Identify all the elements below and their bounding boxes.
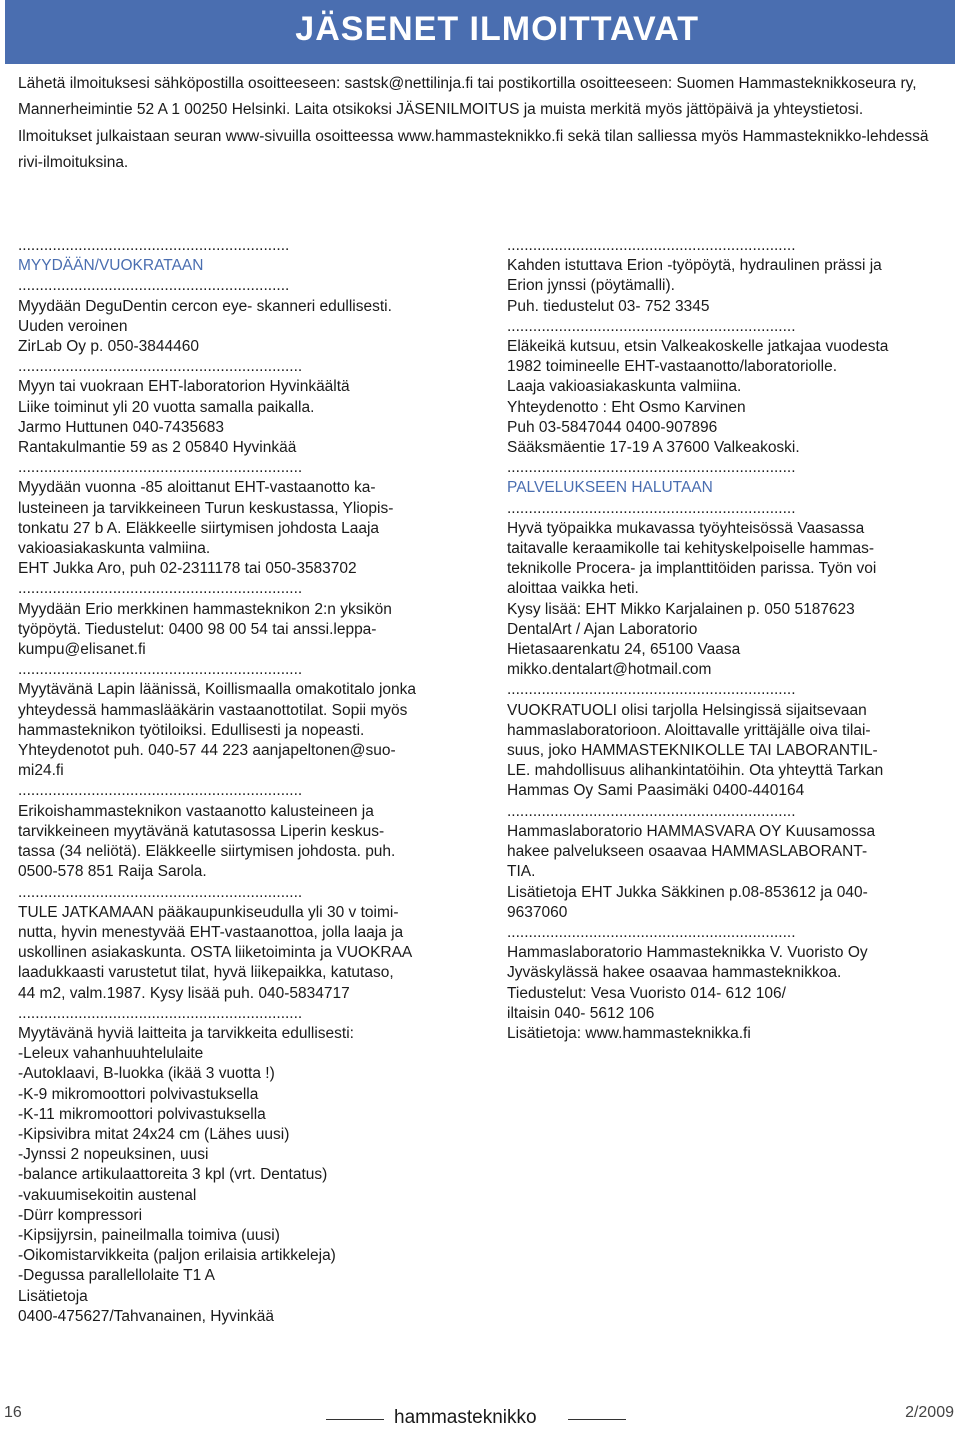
ad-text-line: TULE JATKAMAAN pääkaupunkiseudulla yli 30 v toimi-	[18, 903, 399, 921]
ad-text-line: Yhteydenotto : Eht Osmo Karvinen	[507, 398, 746, 416]
ad-text-line: EHT Jukka Aro, puh 02-2311178 tai 050-3583702	[18, 560, 357, 578]
ad-text-line: -Kipsijyrsin, paineilmalla toimiva (uusi)	[18, 1226, 280, 1244]
right-column	[507, 236, 947, 1044]
ad-text-line: 0400-475627/Tahvanainen, Hyvinkää	[18, 1307, 274, 1325]
ad-text-line: Erikoishammasteknikon vastaanotto kalusteineen ja	[18, 802, 374, 820]
intro-text	[18, 71, 944, 176]
ad-text-line: Jyväskylässä hakee osaavaa hammasteknikkoa.	[507, 964, 842, 982]
ad-text-line: Laaja vakioasiakaskunta valmiina.	[507, 378, 742, 396]
ad-text-line: Tiedustelut: Vesa Vuoristo 014- 612 106/	[507, 984, 786, 1002]
ad-text-line: taitavalle keraamikolle tai kehityskelpoiselle hammas-	[507, 540, 874, 558]
footer-rule-right	[568, 1419, 626, 1420]
ad-text-line: vakioasiakaskunta valmiina.	[18, 540, 211, 558]
intro-paragraph-publish: Ilmoitukset julkaistaan seuran www-sivuilla osoitteessa www.hammasteknikko.fi sekä tilan salliessa myös Hammasteknikko-lehdessä rivi-ilmoituksina.	[18, 128, 929, 171]
ad-text-line: nutta, hyvin menestyvää EHT-vastaanottoa, jolla laaja ja	[18, 923, 404, 941]
ad-text-line: -Leleux vahanhuuhtelulaite	[18, 1045, 204, 1063]
ad-text-line: suus, joko HAMMASTEKNIKOLLE TAI LABORANTIL-	[507, 742, 878, 760]
ad-text-line: -Dürr kompressori	[18, 1206, 143, 1224]
ad-text-line: 0500-578 851 Raija Sarola.	[18, 863, 207, 881]
separator-dots: ..................................................................	[18, 661, 303, 679]
footer-rule-left	[326, 1419, 384, 1420]
ad-text-line: uskollinen asiakaskunta. OSTA liiketoiminta ja VUOKRAA	[18, 944, 413, 962]
ad-text-line: Hammaslaboratorio Hammasteknikka V. Vuoristo Oy	[507, 944, 868, 962]
ad-text-line: tassa (34 neliötä). Eläkkeelle siirtymisen johdosta. puh.	[18, 843, 396, 861]
ad-text-line: aloittaa vaikka heti.	[507, 580, 639, 598]
separator-dots: ..................................................................	[18, 1004, 303, 1022]
ad-text-line: Myydään vuonna -85 aloittanut EHT-vastaanotto ka-	[18, 479, 376, 497]
ad-text-line: ZirLab Oy p. 050-3844460	[18, 338, 199, 356]
ad-text-line: -K-9 mikromoottori polvivastuksella	[18, 1085, 259, 1103]
ad-text-line: Myydään Erio merkkinen hammasteknikon 2:n yksikön	[18, 600, 392, 618]
ad-text-line: DentalArt / Ajan Laboratorio	[507, 620, 698, 638]
separator-dots: ...................................................................	[507, 802, 796, 820]
ad-text-line: iltaisin 040- 5612 106	[507, 1004, 655, 1022]
page-title: JÄSENET ILMOITTAVAT	[295, 10, 699, 48]
ad-text-line: tonkatu 27 b A. Eläkkeelle siirtymisen johdosta Laaja	[18, 519, 380, 537]
ad-text-line: lusteineen ja tarvikkeineen Turun keskustassa, Yliopis-	[18, 499, 394, 517]
footer-brand: hammasteknikko	[394, 1407, 537, 1428]
ad-text-line: Hietasaarenkatu 24, 65100 Vaasa	[507, 641, 741, 659]
ad-text-line: -Kipsivibra mitat 24x24 cm (Lähes uusi)	[18, 1125, 290, 1143]
ad-text-line: -Oikomistarvikkeita (paljon erilaisia artikkeleja)	[18, 1247, 336, 1265]
ad-text-line: Hammaslaboratorio HAMMASVARA OY Kuusamossa	[507, 822, 876, 840]
ad-text-line: Erion jynssi (pöytämalli).	[507, 277, 675, 295]
ad-text-line: työpöytä. Tiedustelut: 0400 98 00 54 tai anssi.leppa-	[18, 620, 377, 638]
ad-text-line: -K-11 mikromoottori polvivastuksella	[18, 1105, 266, 1123]
ad-text-line: Puh 03-5847044 0400-907896	[507, 418, 718, 436]
ad-text-line: Uuden veroinen	[18, 317, 128, 335]
ad-text-line: Hyvä työpaikka mukavassa työyhteisössä Vaasassa	[507, 519, 865, 537]
ad-text-line: 1982 toimineelle EHT-vastaanotto/laboratoriolle.	[507, 358, 837, 376]
separator-dots: ...................................................................	[507, 499, 796, 517]
separator-dots: ..................................................................	[18, 580, 303, 598]
ad-text-line: Sääksmäentie 17-19 A 37600 Valkeakoski.	[507, 439, 800, 457]
ad-text-line: hammasteknikon työtiloiksi. Edullisesti ja nopeasti.	[18, 721, 365, 739]
ad-text-line: mikko.dentalart@hotmail.com	[507, 661, 712, 679]
ad-text-line: Myydään DeguDentin cercon eye- skanneri edullisesti.	[18, 297, 392, 315]
separator-dots: ..................................................................	[18, 358, 303, 376]
ad-text-line: yhteydessä hammaslääkärin vastaanottotilat. Sopii myös	[18, 701, 408, 719]
section-heading: PALVELUKSEEN HALUTAAN	[507, 479, 713, 497]
ad-text-line: -Degussa parallellolaite T1 A	[18, 1267, 216, 1285]
separator-dots: ...............................................................	[18, 277, 290, 295]
separator-dots: ...................................................................	[507, 237, 796, 254]
separator-dots: ...............................................................	[18, 237, 290, 254]
ad-text-line: tarvikkeineen myytävänä katutasossa Liperin keskus-	[18, 822, 385, 840]
separator-dots: ..................................................................	[18, 459, 303, 477]
ad-text-line: Myytävänä Lapin läänissä, Koillismaalla omakotitalo jonka	[18, 681, 417, 699]
ad-text-line: Puh. tiedustelut 03- 752 3345	[507, 297, 710, 315]
ad-text-line: Liike toiminut yli 20 vuotta samalla paikalla.	[18, 398, 315, 416]
page-number: 16	[4, 1404, 22, 1421]
ad-text-line: Rantakulmantie 59 as 2 05840 Hyvinkää	[18, 439, 297, 457]
ad-text-line: TIA.	[507, 863, 536, 881]
ad-text-line: LE. mahdollisuus alihankintatöihin. Ota yhteyttä Tarkan	[507, 762, 884, 780]
separator-dots: ...................................................................	[507, 459, 796, 477]
separator-dots: ..................................................................	[18, 883, 303, 901]
ad-text-line: Hammas Oy Sami Paasimäki 0400-440164	[507, 782, 805, 800]
ad-text-line: -Autoklaavi, B-luokka (ikää 3 vuotta !)	[18, 1065, 275, 1083]
ad-text-line: -balance artikulaattoreita 3 kpl (vrt. Dentatus)	[18, 1166, 328, 1184]
ad-text-line: Eläkeikä kutsuu, etsin Valkeakoskelle jatkajaa vuodesta	[507, 338, 889, 356]
ad-text-line: Kahden istuttava Erion -työpöytä, hydraulinen prässi ja	[507, 257, 882, 275]
ad-text-line: laadukkaasti varustetut tilat, hyvä liikepaikka, katutaso,	[18, 964, 394, 982]
ad-text-line: hakee palvelukseen osaavaa HAMMASLABORANT-	[507, 843, 868, 861]
ad-text-line: teknikolle Procera- ja implanttitöiden parissa. Työn voi	[507, 560, 877, 578]
separator-dots: ...................................................................	[507, 681, 796, 699]
ad-text-line: Jarmo Huttunen 040-7435683	[18, 418, 224, 436]
ad-text-line: hammaslaboratorioon. Aloittavalle yrittäjälle oiva tilai-	[507, 721, 871, 739]
ad-text-line: Myytävänä hyviä laitteita ja tarvikkeita edullisesti:	[18, 1024, 354, 1042]
ad-text-line: -vakuumisekoitin austenal	[18, 1186, 197, 1204]
ad-text-line: Kysy lisää: EHT Mikko Karjalainen p. 050 5187623	[507, 600, 855, 618]
ad-text-line: 44 m2, valm.1987. Kysy lisää puh. 040-5834717	[18, 984, 350, 1002]
header-bar	[5, 0, 955, 64]
section-heading: MYYDÄÄN/VUOKRATAAN	[18, 257, 204, 275]
ad-text-line: mi24.fi	[18, 762, 64, 780]
ad-text-line: -Jynssi 2 nopeuksinen, uusi	[18, 1146, 209, 1164]
ad-text-line: VUOKRATUOLI olisi tarjolla Helsingissä sijaitsevaan	[507, 701, 867, 719]
ad-text-line: kumpu@elisanet.fi	[18, 641, 146, 659]
footer	[0, 1396, 960, 1429]
ad-text-line: Yhteydenotot puh. 040-57 44 223 aanjapeltonen@suo-	[18, 742, 396, 760]
ad-text-line: 9637060	[507, 903, 568, 921]
separator-dots: ...................................................................	[507, 923, 796, 941]
ad-text-line: Lisätietoja: www.hammasteknikka.fi	[507, 1024, 751, 1042]
separator-dots: ...................................................................	[507, 317, 796, 335]
intro-paragraph-submit: Lähetä ilmoituksesi sähköpostilla osoitteeseen: sastsk@nettilinja.fi tai postikortilla osoitteeseen: Suomen Hammasteknikkoseura ry, Mannerheimintie 52 A 1 00250 Helsinki. Laita otsikoksi JÄSENILMOITUS ja muista merkitä myös jättöpäivä ja yhteystietosi.	[18, 75, 917, 118]
issue-number: 2/2009	[905, 1404, 954, 1421]
separator-dots: ..................................................................	[18, 782, 303, 800]
left-column	[18, 236, 458, 1327]
ad-text-line: Lisätietoja	[18, 1287, 88, 1305]
ad-text-line: Lisätietoja EHT Jukka Säkkinen p.08-853612 ja 040-	[507, 883, 868, 901]
ad-text-line: Myyn tai vuokraan EHT-laboratorion Hyvinkäältä	[18, 378, 350, 396]
